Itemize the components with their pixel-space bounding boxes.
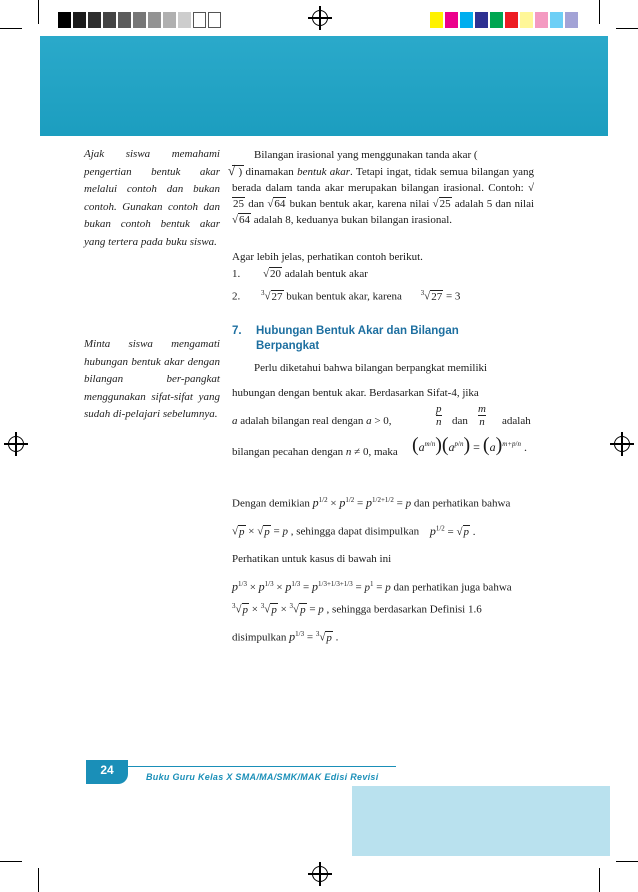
text: disimpulkan bbox=[232, 631, 287, 644]
radicand: 27 bbox=[271, 290, 283, 303]
paragraph-demikian: Dengan demikian $p^{1/2} \times p^{1/2} = p^{1/2+1/2} = p$ dan perhatikan bahwa bbox=[232, 495, 511, 510]
crop-mark bbox=[616, 861, 638, 862]
text: > 0, bbox=[374, 415, 392, 427]
color-swatch bbox=[445, 12, 458, 28]
example-1: 1. √20 adalah bentuk akar bbox=[232, 268, 368, 280]
fraction-p-n: p n bbox=[436, 403, 442, 428]
crop-mark bbox=[38, 868, 39, 892]
crop-mark bbox=[38, 0, 39, 24]
section-title-line: Berpangkat bbox=[256, 340, 320, 352]
registration-mark-icon bbox=[8, 436, 24, 452]
sidebar-note: Ajak siswa memahami pengertian bentuk akar melalui contoh dan bukan contoh. Gunakan contoh dan bukan contoh bentuk akar yang tertera pada buku siswa. bbox=[84, 148, 220, 248]
page-number: 24 bbox=[86, 760, 128, 784]
crop-mark bbox=[599, 0, 600, 24]
text: dan perhatikan juga bahwa bbox=[393, 581, 512, 594]
color-swatch bbox=[505, 12, 518, 28]
text: adalah 5 dan nilai bbox=[454, 198, 535, 210]
list-number: 1. bbox=[232, 268, 241, 280]
color-swatch bbox=[73, 12, 86, 28]
emphasis: bentuk akar bbox=[297, 166, 350, 178]
crop-mark bbox=[599, 868, 600, 892]
text: dan perhatikan bahwa bbox=[413, 497, 511, 510]
power-rule-formula: $(a^{m/n})(a^{p/n}) = (a)^{m+p/n}$ . bbox=[412, 434, 527, 456]
text: bukan bentuk akar, karena bbox=[286, 290, 402, 303]
color-swatch bbox=[163, 12, 176, 28]
text: Perlu diketahui bahwa bilangan berpangkat memiliki bbox=[254, 362, 488, 374]
radicand: 64 bbox=[239, 214, 251, 226]
paragraph-kasus-2: $p^{1/3} \times p^{1/3} \times p^{1/3} = p^{1/3+1/3+1/3} = p^1 = p$ dan perhatikan juga bahwa bbox=[232, 579, 512, 594]
text: , sehingga berdasarkan Definisi 1.6 bbox=[326, 603, 482, 616]
radicand: 27 bbox=[431, 290, 443, 303]
color-swatch bbox=[475, 12, 488, 28]
radicand: 25 bbox=[233, 198, 244, 210]
crop-mark bbox=[0, 861, 22, 862]
root-index: 3 bbox=[261, 289, 265, 297]
color-swatch bbox=[550, 12, 563, 28]
root-index: 3 bbox=[420, 289, 425, 297]
text: adalah bentuk akar bbox=[284, 268, 368, 280]
footer-decoration bbox=[352, 786, 610, 856]
radicand: 64 bbox=[274, 198, 286, 210]
text: Bilangan irasional yang menggunakan tanda akar ( bbox=[254, 149, 478, 161]
paragraph-sifat bbox=[232, 360, 534, 376]
text: ≠ 0, maka bbox=[354, 446, 398, 458]
paragraph-kasus-3: $^3$√p × $^3$√p × $^3$√p = p , sehingga berdasarkan Definisi 1.6 bbox=[232, 602, 482, 616]
text: Dengan demikian bbox=[232, 497, 310, 510]
paragraph-sifat-4: bilangan pecahan dengan n ≠ 0, maka bbox=[232, 446, 398, 458]
color-swatch bbox=[430, 12, 443, 28]
section-title bbox=[256, 324, 536, 354]
sidebar-note: Minta siswa mengamati hubungan bentuk akar dengan bilangan ber-pangkat menggunakan sifat-sifat yang sudah di-pelajari sebelumnya. bbox=[84, 338, 220, 420]
registration-mark-icon bbox=[312, 10, 328, 26]
text: dan bbox=[248, 198, 265, 210]
color-swatch bbox=[208, 12, 221, 28]
footer-book-title: Buku Guru Kelas X SMA/MA/SMK/MAK Edisi Revisi bbox=[146, 772, 379, 782]
crop-mark bbox=[616, 28, 638, 29]
paragraph-kasus: Perhatikan untuk kasus di bawah ini bbox=[232, 553, 392, 565]
paragraph-sifat-3: a adalah bilangan real dengan a > 0, bbox=[232, 415, 392, 427]
registration-mark-icon bbox=[312, 866, 328, 882]
text-dan: dan bbox=[452, 415, 468, 427]
list-number: 2. bbox=[232, 290, 241, 303]
color-swatch bbox=[118, 12, 131, 28]
example-intro: Agar lebih jelas, perhatikan contoh berikut. bbox=[232, 251, 423, 263]
color-swatch bbox=[148, 12, 161, 28]
color-swatch bbox=[565, 12, 578, 28]
radicand: 20 bbox=[270, 268, 282, 280]
text: ) dinamakan bbox=[238, 166, 294, 178]
registration-mark-icon bbox=[614, 436, 630, 452]
example-2: 2. $^3$√27 bukan bentuk akar, karena $^3$√27 = 3 bbox=[232, 289, 461, 303]
section-number: 7. bbox=[232, 325, 242, 337]
color-swatch bbox=[178, 12, 191, 28]
color-swatch bbox=[193, 12, 206, 28]
paragraph-demikian-2: √p × √p = p , sehingga dapat disimpulkan $p^{1/2} = √p$ . bbox=[232, 523, 476, 538]
paragraph-sifat-2: hubungan dengan bentuk akar. Berdasarkan Sifat-4, jika bbox=[232, 387, 479, 399]
text: bukan bentuk akar, karena nilai bbox=[289, 198, 430, 210]
text: = 3 bbox=[445, 290, 461, 303]
text-adalah: adalah bbox=[502, 415, 531, 427]
color-swatch bbox=[520, 12, 533, 28]
color-swatch bbox=[460, 12, 473, 28]
crop-mark bbox=[0, 28, 22, 29]
color-swatch bbox=[133, 12, 146, 28]
text: , sehingga dapat disimpulkan bbox=[290, 525, 420, 538]
color-swatch bbox=[103, 12, 116, 28]
color-swatch bbox=[58, 12, 71, 28]
section-title-line: Hubungan Bentuk Akar dan Bilangan bbox=[256, 325, 459, 337]
color-swatch bbox=[490, 12, 503, 28]
text: bilangan pecahan dengan bbox=[232, 446, 344, 458]
paragraph-bentuk-akar: Bilangan irasional yang menggunakan tanda akar ( √ ) dinamakan bentuk akar. Tetapi ingat, tidak semua bilangan yang berada dalam tanda akar merupakan bilangan irasional. Contoh: √25 dan √64 bukan bentuk akar, karena nilai √25 adalah 5 dan nilai √64 adalah 8, keduanya bukan bilangan irasional. bbox=[228, 149, 535, 226]
text: adalah 8, keduanya bukan bilangan irasional. bbox=[253, 214, 453, 226]
text: . Tetapi ingat, tidak semua bilangan yang berada dalam tanda akar merupakan bilangan irasional. Contoh: bbox=[232, 166, 535, 194]
color-swatch bbox=[88, 12, 101, 28]
header-band bbox=[40, 36, 608, 136]
text: adalah bilangan real dengan bbox=[240, 415, 364, 427]
radicand: 25 bbox=[439, 198, 451, 210]
color-swatch bbox=[535, 12, 548, 28]
paragraph-kasus-4: disimpulkan $p^{1/3} = ^3√p$ . bbox=[232, 629, 339, 644]
footer-rule bbox=[86, 766, 396, 767]
fraction-m-n: m n bbox=[478, 403, 486, 428]
